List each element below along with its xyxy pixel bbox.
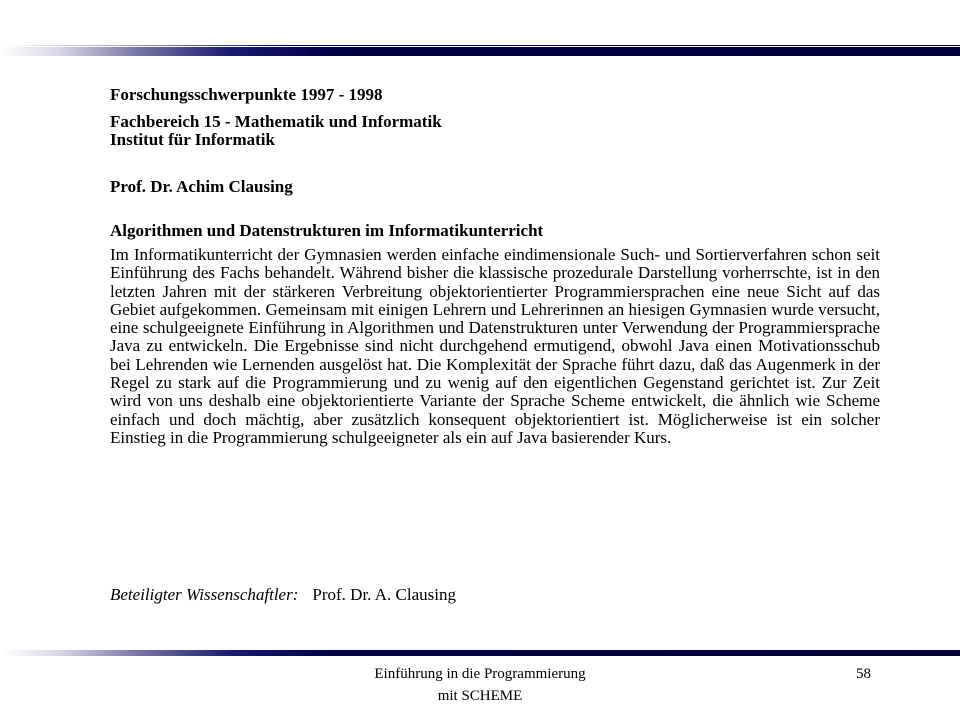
page-number: 58 [856, 666, 871, 682]
department-heading: Fachbereich 15 - Mathematik und Informatik [110, 112, 442, 131]
participant-name: Prof. Dr. A. Clausing [312, 585, 456, 604]
bottom-divider [0, 650, 960, 656]
participants-line [110, 585, 456, 605]
participants-label: Beteiligter Wissenschaftler: [110, 585, 299, 604]
topic-heading: Algorithmen und Datenstrukturen im Informatikunterricht [110, 221, 544, 240]
professor-heading: Prof. Dr. Achim Clausing [110, 177, 293, 196]
top-divider [0, 47, 960, 56]
footer-title-line1: Einführung in die Programmierung [374, 666, 586, 682]
footer-title [280, 663, 680, 707]
research-title: Forschungsschwerpunkte 1997 - 1998 [110, 85, 383, 104]
institute-heading: Institut für Informatik [110, 130, 275, 149]
footer-title-line2: mit SCHEME [437, 688, 523, 704]
body-paragraph: Im Informatikunterricht der Gymnasien werden einfache eindimensionale Such- und Sortierverfahren schon seit Einführung des Fachs behandelt. Während bisher die klassische prozedurale Darstellung vorherrschte, ist in den letzten Jahren mit der stärkeren Verbreitung objektorientierter Programmiersprachen eine neue Sicht auf das Gebiet aufgekommen. Gemeinsam mit einigen Lehrern und Lehrerinnen an hiesigen Gymnasien wurde versucht, eine schulgeeignete Einführung in Algorithmen und Datenstrukturen unter Verwendung der Programmiersprache Java zu entwickeln. Die Ergebnisse sind nicht durchgehend ermutigend, obwohl Java einen Motivationsschub bei Lehrenden wie Lernenden ausgelöst hat. Die Komplexität der Sprache führt dazu, daß das Augenmerk in der Regel zu stark auf die Programmierung und zu wenig auf den eigentlichen Gegenstand gerichtet ist. Zur Zeit wird von uns deshalb eine objektorientierte Variante der Sprache Scheme entwickelt, die ähnlich wie Scheme einfach und doch mächtig, aber zusätzlich konsequent objektorientiert ist. Möglicherweise ist ein solcher Einstieg in die Programmierung schulgeeigneter als ein auf Java basierender Kurs. [110, 245, 880, 447]
